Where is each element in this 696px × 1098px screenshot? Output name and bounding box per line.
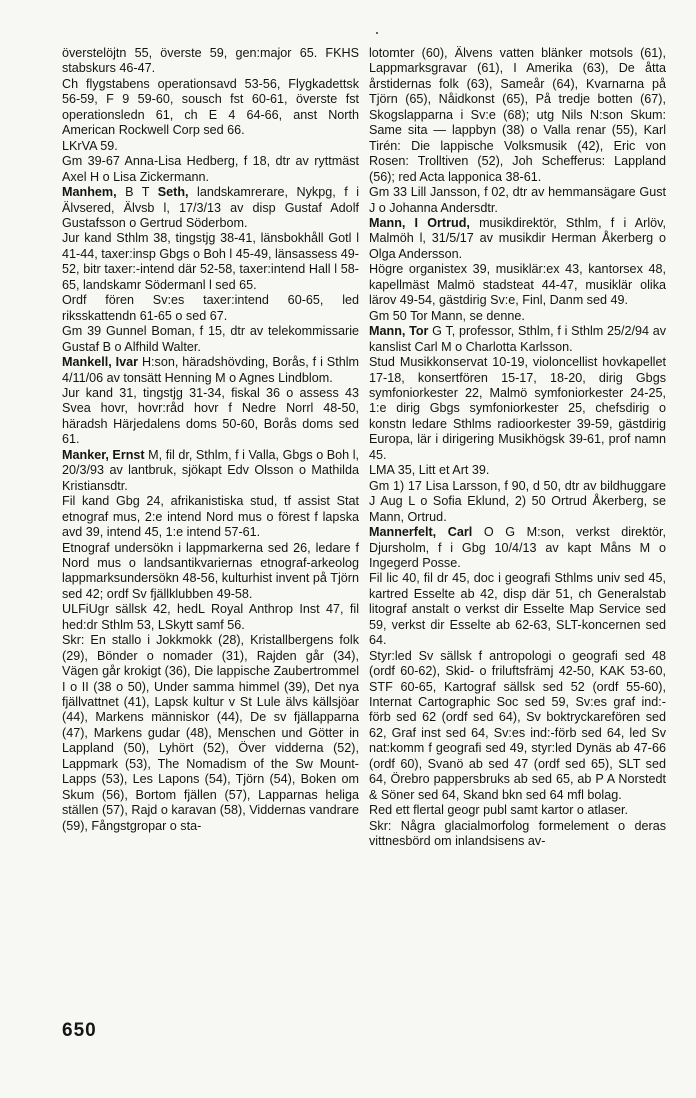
entry-headword: Mann, Tor	[369, 324, 429, 339]
entry-paragraph: Stud Musikkonservat 10-19, violoncellist hovkapellet 17-18, konsertfören 15-17, 18-20, dirig Gbgs symfoniorkester 22, Malmö symfoniorkester 24-25, 1:e dirig Gbgs symfoniorkester 25, chefsdirig o konstn ledare Sthlms radioorkester 39-59, gästdirig Europa, lär i dirigering Musikhögsk 39-61, prof namn 45.	[369, 355, 666, 462]
left-column	[62, 46, 359, 834]
entry-paragraph: Gm 1) 17 Lisa Larsson, f 90, d 50, dtr av bildhuggare J Aug L o Sofia Eklund, 2) 50 Ortrud Åkerberg, se Mann, Ortrud.	[369, 478, 666, 524]
entry-paragraph: Ordf fören Sv:es taxer:intend 60-65, led riksskattendn 61-65 o sed 67.	[62, 293, 359, 323]
entry-headword: Mannerfelt, Carl	[369, 525, 473, 540]
entry-paragraph: LKrVA 59.	[62, 138, 118, 153]
entry-paragraph: Högre organistex 39, musiklär:ex 43, kantorsex 48, kapellmäst Malmö stadsteat 44-47, musiklär olika lärov 49-54, gästdirig Sv:e, Finl, Danm sed 49.	[369, 262, 666, 308]
entry-text: O G M:son, verkst direktör, Djursholm, f i Gbg 10/4/13 av kapt Måns M o Ingegerd Posse.	[369, 525, 666, 570]
entry-initials: B T	[116, 185, 158, 200]
page-number: 650	[62, 1020, 97, 1041]
entry-paragraph: Gm 39-67 Anna-Lisa Hedberg, f 18, dtr av ryttmäst Axel H o Lisa Zickermann.	[62, 154, 359, 184]
entry-headword: Mankell, Ivar	[62, 355, 139, 370]
entry-manker	[62, 448, 359, 494]
right-column	[369, 46, 666, 850]
entry-text: musikdirektör, Sthlm, f i Arlöv, Malmöh l, 31/5/17 av musikdir Herman Åkerberg o Olga Andersson.	[369, 215, 666, 261]
entry-text: H:son, häradshövding, Borås, f i Sthlm 4/11/06 av tonsätt Henning M o Agnes Lindblom.	[62, 355, 359, 385]
entry-mann-tor	[369, 324, 666, 355]
entry-paragraph: överstelöjtn 55, överste 59, gen:major 65. FKHS stabskurs 46-47.	[62, 46, 359, 76]
entry-text: G T, professor, Sthlm, f i Sthlm 25/2/94 av kanslist Carl M o Charlotta Karlsson.	[369, 324, 667, 354]
entry-headword: Manhem,	[62, 185, 117, 200]
entry-paragraph: Ch flygstabens operationsavd 53-56, Flygkadettsk 56-59, F 9 59-60, sousch fst 60-61, överste fst operationsledn 61, ch E 4 64-66, anst North American Rockwell Corp sed 66.	[62, 76, 359, 138]
entry-paragraph: Gm 33 Lill Jansson, f 02, dtr av hemmansägare Gust J o Johanna Andersdtr.	[369, 185, 666, 215]
entry-manhem	[62, 185, 359, 231]
entry-mann-ortrud	[369, 216, 666, 262]
scan-speck	[376, 32, 378, 34]
entry-mankell	[62, 355, 359, 386]
entry-headword: Mann, I Ortrud,	[369, 215, 470, 230]
entry-paragraph: Fil lic 40, fil dr 45, doc i geografi Sthlms univ sed 45, kartred Esselte ab 42, disp där 51, ch Generalstab litograf anstalt o verkst dir Esselte Map Service sed 59, verkst dir Esselte ab 62-63, SLT-koncernen sed 64.	[369, 571, 666, 648]
entry-mannerfelt	[369, 525, 666, 571]
entry-headword: Manker, Ernst	[62, 447, 145, 462]
entry-paragraph: Fil kand Gbg 24, afrikanistiska stud, tf assist Stat etnograf mus, 2:e intend Nord mus o förest f lapska avd 39, intend 45, 1:e intend 57-61.	[62, 494, 359, 540]
entry-paragraph: Skr: Några glacialmorfolog formelement o deras vittnesbörd om inlandsisens av-	[369, 818, 666, 849]
entry-paragraph: lotomter (60), Älvens vatten blänker motsols (61), Lappmarksgravar (61), I Amerika (63), De åtta årstidernas folk (63), Sameår (64), Kvarnarna på Tjörn (65), Nåidkonst (65), På tredje botten (67), Skogslapparna i Sv:e (68); utg Nils N:son Skum: Same sita — lappbyn (38) o Valla renar (55), Karl Tirén: Die lappische Volksmusik (42), Eric von Rosen: Trolltiven (52), Joh Schefferus: Lappland (56); red Acta lapponica 38-61.	[369, 46, 666, 184]
entry-paragraph: Skr: En stallo i Jokkmokk (28), Kristallbergens folk (29), Bönder o nomader (31), Rajden går (34), Vägen går krokigt (36), Die lappische Zaubertrommel I o II (38 o 50), Under samma himmel (39), Det nya fjällvattnet (41), Lapsk kultur v St Lule älvs källsjöar (44), Markens människor (44), De sv fjällapparna (47), Markens gudar (48), Menschen und Götter in Lappland (50), Lyhört (52), Över vidderna (52), Lappmark (53), The Nomadism of the Sw Mount-Lapps (53), Les Lapons (54), Tjörn (54), Boken om Skum (56), Bortom fjällen (57), Lapparnas heliga ställen (57), Rajd o karavan (58), Viddernas vandrare (59), Fångstgropar o sta-	[62, 633, 359, 833]
entry-paragraph: Etnograf undersökn i lappmarkerna sed 26, ledare f Nord mus o landsantikvariernas etnograf-arkeolog lappmarksundersökn 48-56, kulturhist invent på Tjörn sed 42; ordf Sv fjällklubben 49-58.	[62, 540, 359, 601]
entry-text: M, fil dr, Sthlm, f i Valla, Gbgs o Boh l, 20/3/93 av lantbruk, sjökapt Edv Olsson o Mathilda Kristiansdtr.	[62, 447, 359, 493]
entry-headword: Seth,	[157, 185, 189, 200]
entry-paragraph: LMA 35, Litt et Art 39.	[369, 463, 490, 478]
entry-paragraph: Gm 39 Gunnel Boman, f 15, dtr av telekommissarie Gustaf B o Alfhild Walter.	[62, 324, 359, 354]
entry-paragraph: ULFiUgr sällsk 42, hedL Royal Anthrop Inst 47, fil hed:dr Sthlm 53, LSkytt samf 56.	[62, 602, 359, 632]
entry-paragraph: Red ett flertal geogr publ samt kartor o atlaser.	[369, 803, 629, 818]
entry-paragraph: Jur kand 31, tingstjg 31-34, fiskal 36 o assess 43 Svea hovr, hovr:råd hovr f Nedre Norrl 48-50, häradsh Härjedalens doms 50-60, Borås doms sed 61.	[62, 385, 359, 447]
entry-paragraph: Styr:led Sv sällsk f antropologi o geografi sed 48 (ordf 60-62), Skid- o friluftsfrämj 42-50, KAK 53-60, STF 60-65, Kartograf sällsk sed 52 (ordf 55-60), Internat Cartographic Soc sed 59, Sv:es graf ind:-förb sed 62 (ordf sed 64), Sv boktryckarefören sed 62, Graf inst sed 64, Sv:es ind:-förb sed 64, led Sv nat:komm f geografi sed 49, styr:led Dynäs ab 47-66 (ordf 60), Svanö ab sed 47 (ordf sed 65), SLT sed 64, Örebro pappersbruks ab sed 65, ab P A Norstedt & Söner sed 64, Skand bkn sed 64 mfl bolag.	[369, 648, 666, 802]
entry-paragraph: Jur kand Sthlm 38, tingstjg 38-41, länsbokhåll Gotl l 41-44, taxer:insp Gbgs o Boh l 45-49, länsassess 49-52, bitr taxer:-intend där 52-58, taxer:intend Hall l 58-65, landskamr Södermanl l sed 65.	[62, 231, 359, 292]
entry-paragraph: Gm 50 Tor Mann, se denne.	[369, 308, 525, 323]
entry-text: landskamrerare, Nykpg, f i Älvsered, Älvsb l, 17/3/13 av disp Gustaf Adolf Gustafsson o Gertrud Söderbom.	[62, 185, 360, 230]
